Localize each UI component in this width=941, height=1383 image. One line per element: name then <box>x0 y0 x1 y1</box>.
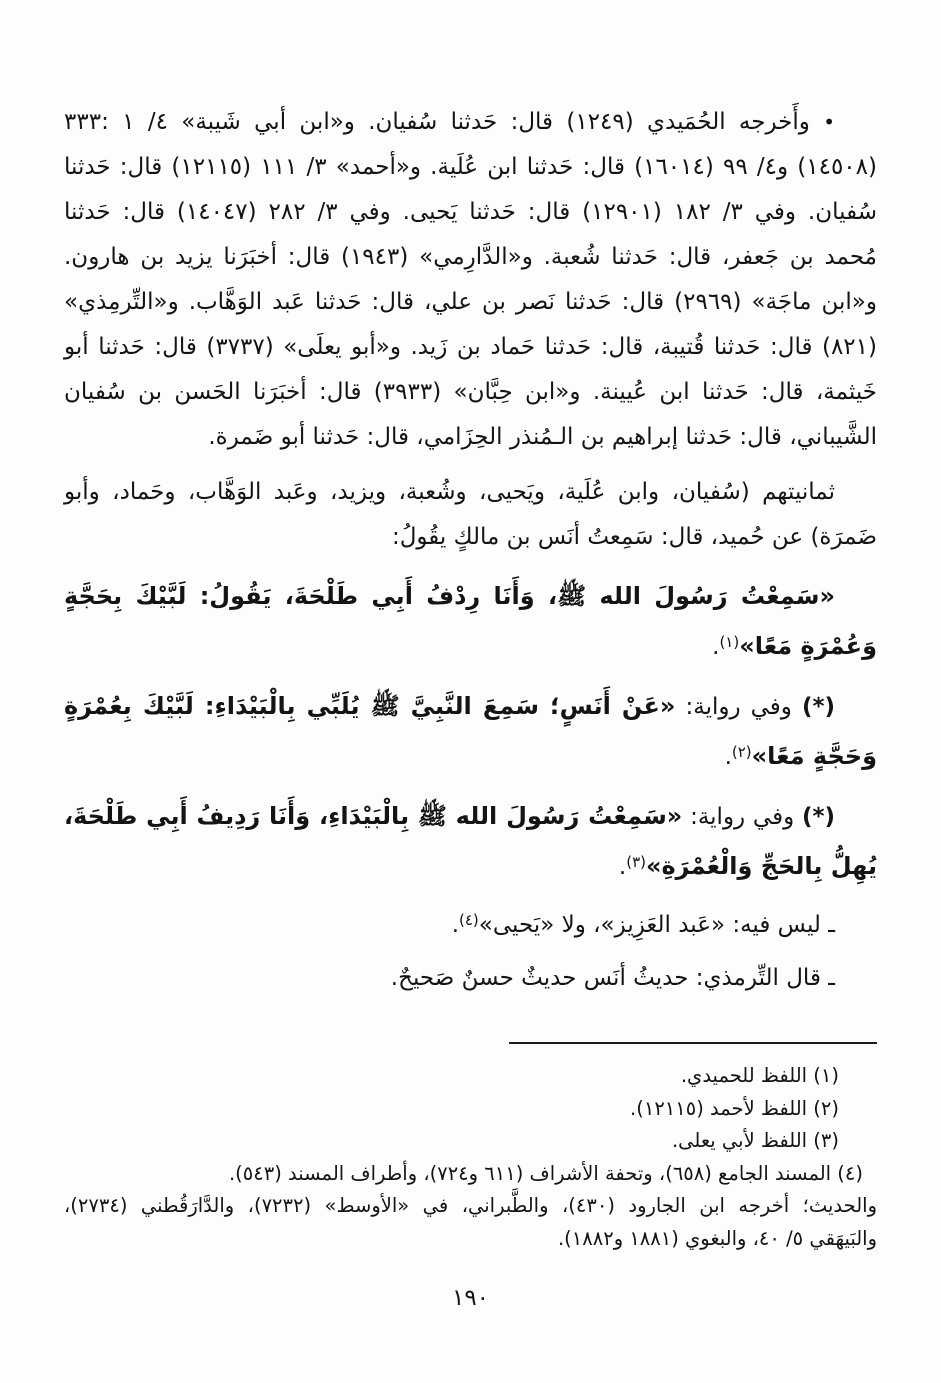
hadith-quote: «سَمِعْتُ رَسُولَ الله ﷺ بِالْبَيْدَاءِ، وَأَنَا رَدِيفُ أَبِي طَلْحَةَ، يُهِلُّ بِالحَجِّ وَالْعُمْرَةِ» <box>64 802 877 880</box>
sentence-end: . <box>451 912 459 938</box>
grading-text: قال التِّرمذي: حديثُ أنَس حديثٌ حسنٌ صَحيحٌ. <box>390 965 821 991</box>
footnote-1: (١) اللفظ للحميدي. <box>680 1064 839 1087</box>
footnote-separator-rule <box>509 1042 877 1044</box>
hadith-quote: «عَنْ أَنَسٍ؛ سَمِعَ النَّبِيَّ ﷺ يُلَبِّي بِالْبَيْدَاءِ: لَبَّيْكَ بِعُمْرَةٍ وَحَجَّةٍ مَعًا» <box>64 692 877 770</box>
paragraph-isnad-summary <box>64 470 877 560</box>
riwaya-intro: وفي رواية: <box>690 804 795 830</box>
paragraph-hadith-main <box>64 574 877 670</box>
footnote-ref-1: (١) <box>719 633 740 651</box>
footnote-3: (٣) اللفظ لأبي يعلى. <box>671 1129 839 1152</box>
note-text: ليس فيه: «عَبد العَزِيز»، ولا «يَحيى» <box>478 912 821 938</box>
footnotes-block <box>64 1060 877 1255</box>
paragraph-tirmidhi-grading <box>64 956 877 1001</box>
footnote-4: (٤) المسند الجامع (٦٥٨)، وتحفة الأشراف (٦١١ و٧٢٤)، وأطراف المسند (٥٤٣). <box>228 1161 863 1185</box>
paragraph-riwaya-2 <box>64 684 877 780</box>
asterisk-marker: (*) <box>801 804 836 830</box>
paragraph-text: وأَخرجه الحُمَيدي (١٢٤٩) قال: حَدثنا سُفيان. و«ابن أبي شَيبة» ٤/ ١ :٣٣٣ (١٤٥٠٨) و٤/ ٩٩ (١٦٠١٤) قال: حَدثنا ابن عُلَية. و«أحمد» ٣/ ١١١ (١٢١١٥) قال: حَدثنا سُفيان. وفي ٣/ ١٨٢ (١٢٩٠١) قال: حَدثنا يَحيى. وفي ٣/ ٢٨٢ (١٤٠٤٧) قال: حَدثنا مُحمد بن جَعفر، قال: حَدثنا شُعبة. و«الدَّارِمي» (١٩٤٣) قال: أخبَرَنا يزيد بن هارون. و«ابن ماجَة» (٢٩٦٩) قال: حَدثنا نَصر بن علي، قال: حَدثنا عَبد الوَهَّاب. و«التِّرمِذي» (٨٢١) قال: حَدثنا قُتيبة، قال: حَدثنا حَماد بن زَيد. و«أبو يعلَى» (٣٧٣٧) قال: حَدثنا أبو خَيثمة، قال: حَدثنا ابن عُيينة. و«ابن حِبَّان» (٣٩٣٣) قال: أخبَرَنا الحَسن بن سُفيان الشَّيباني، قال: حَدثنا إبراهيم بن الـمُنذر الحِزَامي، قال: حَدثنا أبو ضَمرة. <box>64 109 877 450</box>
paragraph-note-variants <box>64 898 877 948</box>
footnote-ref-2: (٢) <box>731 743 752 761</box>
paragraph-takhrij <box>64 100 877 460</box>
footnote-ref-3: (٣) <box>626 853 646 871</box>
bullet-icon: • <box>823 110 836 134</box>
hadith-quote: «سَمِعْتُ رَسُولَ الله ﷺ، وَأَنَا رِدْفُ أَبِي طَلْحَةَ، يَقُولُ: لَبَّيْكَ بِحَجَّةٍ وَعُمْرَةٍ مَعًا» <box>64 582 877 660</box>
footnote-4-continuation: والحديث؛ أخرجه ابن الجارود (٤٣٠)، والطَّبراني، في «الأوسط» (٧٢٣٢)، والدَّارَقُطني (٢٧٣٤)، والبَيهَقي ٥/ ٤٠، والبغوي (١٨٨١ و١٨٨٢). <box>64 1194 877 1250</box>
page-number: ١٩٠ <box>451 1285 490 1311</box>
main-text-block <box>64 100 877 1001</box>
riwaya-intro: وفي رواية: <box>685 694 792 720</box>
dash-marker: ـ <box>828 965 835 991</box>
asterisk-marker: (*) <box>801 694 836 720</box>
footnote-2: (٢) اللفظ لأحمد (١٢١١٥). <box>630 1096 839 1120</box>
dash-marker: ـ <box>828 912 835 938</box>
footnote-ref-4: (٤) <box>459 911 479 929</box>
paragraph-riwaya-3 <box>64 794 877 890</box>
sentence-end: . <box>712 634 720 660</box>
paragraph-text: ثمانيتهم (سُفيان، وابن عُلَية، ويَحيى، وشُعبة، ويزيد، وعَبد الوَهَّاب، وحَماد، وأبو ضَمرَة) عن حُميد، قال: سَمِعتُ أنَس بن مالكٍ يقُولُ: <box>64 479 877 550</box>
sentence-end: . <box>618 854 627 880</box>
sentence-end: . <box>724 744 732 770</box>
